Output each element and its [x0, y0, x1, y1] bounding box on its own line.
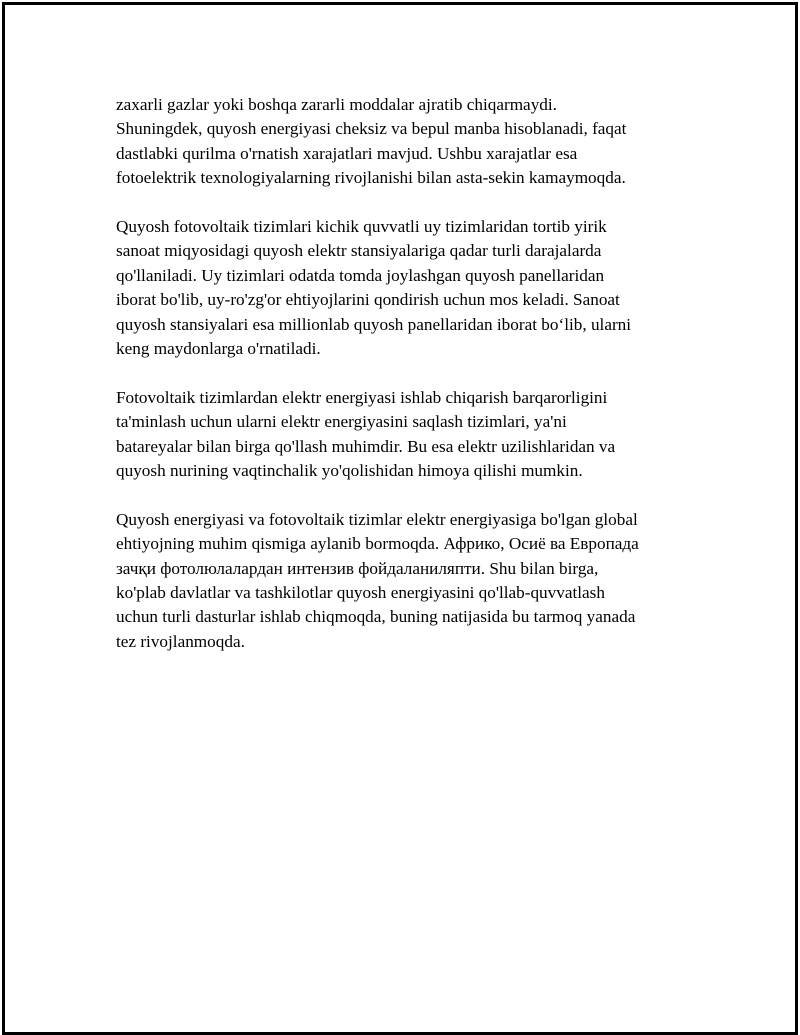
text-line: quyosh nurining vaqtinchalik yo'qolishidan himoya qilishi mumkin.	[116, 461, 583, 481]
text-line: Fotovoltaik tizimlardan elektr energiyasi ishlab chiqarish barqarorligini	[116, 387, 608, 407]
text-line: qo'llaniladi. Uy tizimlari odatda tomda joylashgan quyosh panellaridan	[116, 265, 605, 285]
text-line: зачқи фотолюлалардан интензив фойдаланиляпти. Shu bilan birga,	[116, 558, 599, 578]
text-line: quyosh stansiyalari esa millionlab quyosh panellaridan iborat bo‘lib, ularni	[116, 314, 632, 334]
text-line: dastlabki qurilma o'rnatish xarajatlari mavjud. Ushbu xarajatlar esa	[116, 143, 578, 163]
text-line: uchun turli dasturlar ishlab chiqmoqda, buning natijasida bu tarmoq yanada	[116, 607, 636, 627]
text-line: Quyosh fotovoltaik tizimlari kichik quvvatli uy tizimlaridan tortib yirik	[116, 217, 607, 237]
text-line: batareyalar bilan birga qo'llash muhimdir. Bu esa elektr uzilishlaridan va	[116, 436, 616, 456]
paragraph-4	[116, 508, 696, 654]
text-line: Quyosh energiyasi va fotovoltaik tizimlar elektr energiyasiga bo'lgan global	[116, 509, 638, 529]
text-line: Shuningdek, quyosh energiyasi cheksiz va bepul manba hisoblanadi, faqat	[116, 119, 627, 139]
text-line: ko'plab davlatlar va tashkilotlar quyosh energiyasini qo'llab-quvvatlash	[116, 583, 605, 603]
text-line: ta'minlash uchun ularni elektr energiyasini saqlash tizimlari, ya'ni	[116, 412, 567, 432]
text-line: tez rivojlanmoqda.	[116, 631, 245, 651]
paragraph-2	[116, 215, 696, 361]
text-line: iborat bo'lib, uy-ro'zg'or ehtiyojlarini qondirish uchun mos keladi. Sanoat	[116, 290, 620, 310]
text-line: zaxarli gazlar yoki boshqa zararli moddalar ajratib chiqarmaydi.	[116, 95, 557, 114]
text-line: ehtiyojning muhim qismiga aylanib bormoqda. Африко, Осиё ва Европада	[116, 534, 639, 554]
text-line: sanoat miqyosidagi quyosh elektr stansiyalariga qadar turli darajalarda	[116, 241, 602, 261]
text-line: fotoelektrik texnologiyalarning rivojlanishi bilan asta-sekin kamaymoqda.	[116, 168, 626, 188]
document-body	[116, 93, 696, 679]
paragraph-1	[116, 93, 696, 191]
text-line: keng maydonlarga o'rnatiladi.	[116, 339, 321, 359]
paragraph-3	[116, 386, 696, 484]
